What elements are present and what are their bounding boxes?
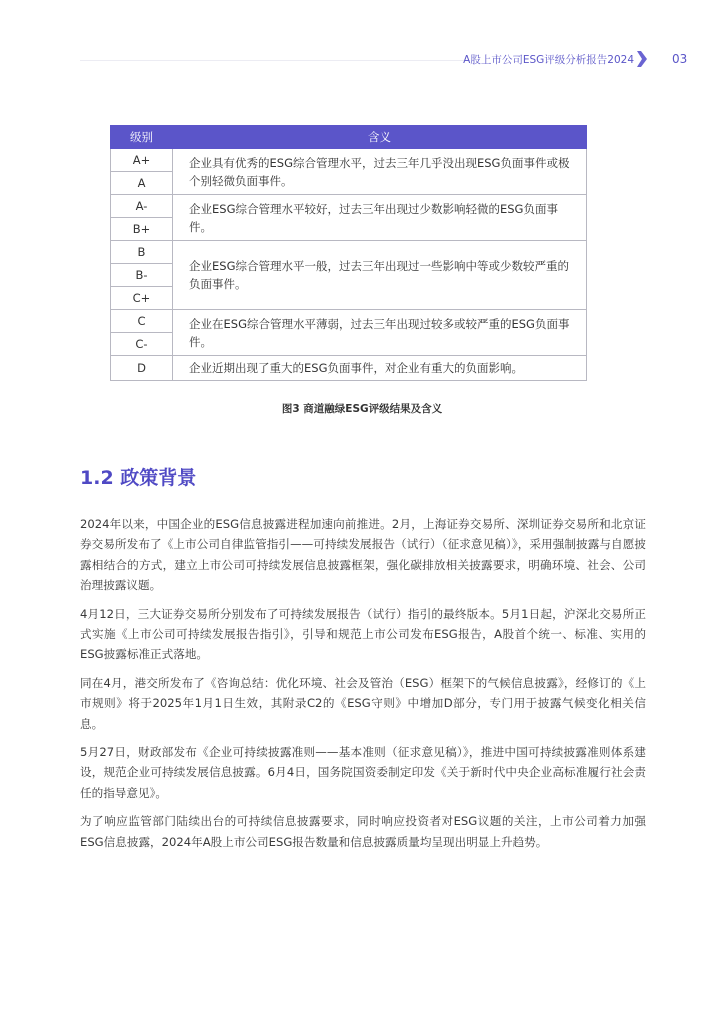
grade-level: A- — [111, 195, 173, 218]
report-title: A股上市公司ESG评级分析报告2024 — [463, 54, 634, 66]
grade-level: D — [111, 356, 173, 381]
table-header-row — [111, 126, 587, 149]
esg-grade-table — [110, 125, 587, 381]
grade-level: B- — [111, 264, 173, 287]
header-divider — [80, 60, 470, 61]
paragraph: 4月12日，三大证券交易所分别发布了可持续发展报告（试行）指引的最终版本。5月1日起，沪深北交易所正式实施《上市公司可持续发展报告指引》，引导和规范上市公司发布ESG报告，A股首个统一、标准、实用的ESG披露标准正式落地。 — [80, 606, 646, 662]
table-row — [111, 356, 587, 381]
grade-meaning: 企业近期出现了重大的ESG负面事件，对企业有重大的负面影响。 — [173, 356, 587, 381]
chevron-right-icon — [637, 51, 647, 67]
grade-meaning: 企业ESG综合管理水平较好，过去三年出现过少数影响轻微的ESG负面事件。 — [173, 195, 587, 241]
grade-level: A — [111, 172, 173, 195]
page-number: 03 — [672, 52, 688, 66]
paragraph: 同在4月，港交所发布了《咨询总结：优化环境、社会及管治（ESG）框架下的气候信息披露》，经修订的《上市规则》将于2025年1月1日生效，其附录C2的《ESG守则》中增加D部分，专门用于披露气候变化相关信息。 — [80, 675, 646, 731]
grade-meaning: 企业ESG综合管理水平一般，过去三年出现过一些影响中等或少数较严重的负面事件。 — [173, 241, 587, 310]
table-row — [111, 241, 587, 264]
grade-level: C+ — [111, 287, 173, 310]
grade-meaning: 企业具有优秀的ESG综合管理水平，过去三年几乎没出现ESG负面事件或极个别轻微负面事件。 — [173, 149, 587, 195]
table-row — [111, 310, 587, 333]
grade-level: B — [111, 241, 173, 264]
grade-level: A+ — [111, 149, 173, 172]
table-row — [111, 149, 587, 172]
column-header-meaning: 含义 — [173, 126, 587, 149]
grade-level: C — [111, 310, 173, 333]
column-header-level: 级别 — [111, 126, 173, 149]
paragraph: 5月27日，财政部发布《企业可持续披露准则——基本准则（征求意见稿）》，推进中国可持续披露准则体系建设，规范企业可持续发展信息披露。6月4日，国务院国资委制定印发《关于新时代中央企业高标准履行社会责任的指导意见》。 — [80, 745, 646, 800]
grade-level: B+ — [111, 218, 173, 241]
section-title: 1.2 政策背景 — [80, 467, 197, 489]
grade-level: C- — [111, 333, 173, 356]
paragraph: 为了响应监管部门陆续出台的可持续信息披露要求，同时响应投资者对ESG议题的关注，上市公司着力加强ESG信息披露，2024年A股上市公司ESG报告数量和信息披露质量均呈现出明显上升趋势。 — [80, 814, 646, 849]
grade-meaning: 企业在ESG综合管理水平薄弱，过去三年出现过较多或较严重的ESG负面事件。 — [173, 310, 587, 356]
figure-caption: 图3 商道融绿ESG评级结果及含义 — [281, 403, 443, 415]
table-row — [111, 195, 587, 218]
section-body — [80, 514, 646, 860]
paragraph: 2024年以来，中国企业的ESG信息披露进程加速向前推进。2月，上海证券交易所、深圳证券交易所和北京证券交易所发布了《上市公司自律监管指引——可持续发展报告（试行）（征求意见稿）》，采用强制披露与自愿披露相结合的方式，建立上市公司可持续发展信息披露框架，强化碳排放相关披露要求，明确环境、社会、公司治理披露议题。 — [80, 517, 646, 593]
